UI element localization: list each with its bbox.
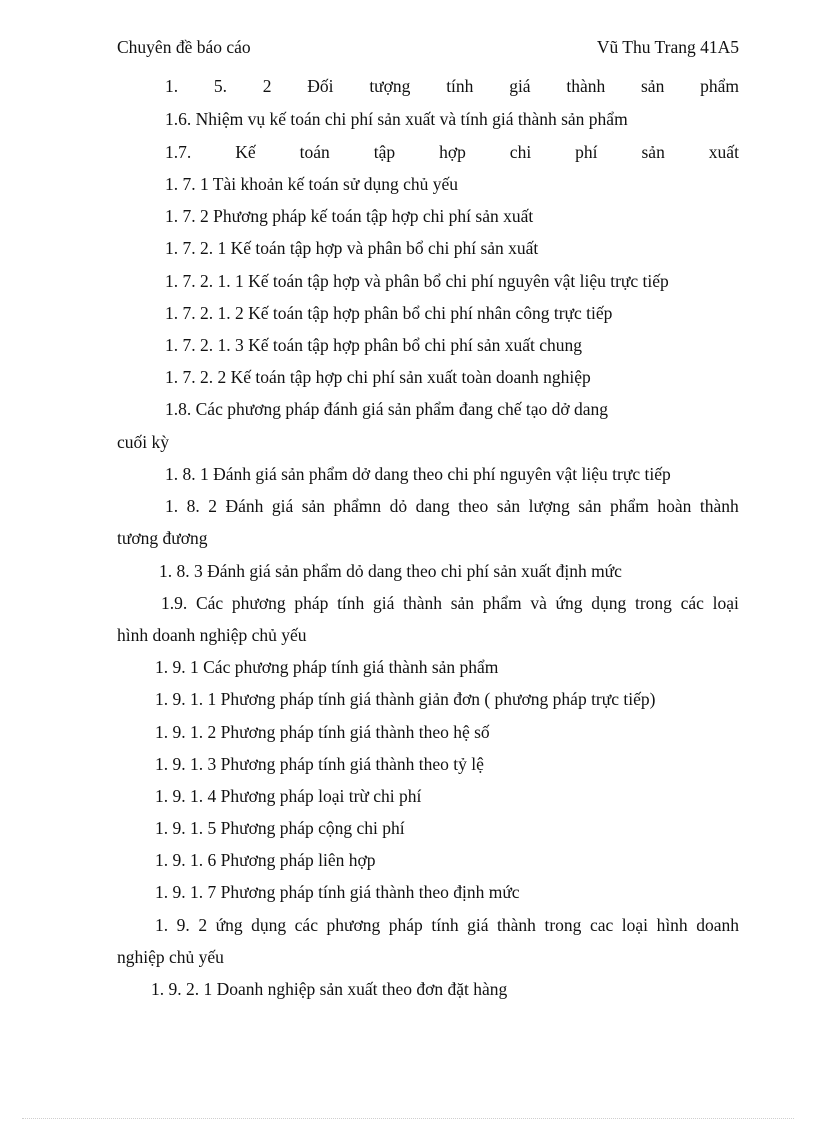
toc-word: giá <box>509 76 531 96</box>
toc-word: phương <box>231 593 286 613</box>
toc-line-1-9-1-3: 1. 9. 1. 3 Phương pháp tính giá thành theo tỷ lệ <box>155 754 484 774</box>
toc-word: 9. <box>176 915 190 935</box>
toc-line-1-9-1-6: 1. 9. 1. 6 Phương pháp liên hợp <box>155 850 376 870</box>
toc-line-1-9 <box>161 592 739 614</box>
toc-line-1-8: 1.8. Các phương pháp đánh giá sản phẩm đang chế tạo dở dang <box>165 399 609 419</box>
toc-word: thành <box>566 76 606 96</box>
toc-word: thành <box>403 593 442 613</box>
toc-word: 1. <box>165 76 179 96</box>
toc-word: trong <box>634 593 672 613</box>
toc-word: giá <box>271 496 294 516</box>
toc-word: giá <box>467 915 489 935</box>
toc-line-1-9-1-7: 1. 9. 1. 7 Phương pháp tính giá thành theo định mức <box>155 882 520 902</box>
toc-word: cac <box>589 915 614 935</box>
toc-word: sản <box>578 496 602 516</box>
page-bottom-divider <box>22 1118 794 1119</box>
toc-word: sản <box>496 496 521 516</box>
toc-word: giá <box>373 593 395 613</box>
toc-word: 1. <box>165 496 179 516</box>
toc-word: phẩmn <box>333 496 382 516</box>
toc-word: và <box>530 593 547 613</box>
toc-line-1-7-2-2: 1. 7. 2. 2 Kế toán tập hợp chi phí sản xuất toàn doanh nghiệp <box>165 367 591 387</box>
toc-line-1-7-2-1-1: 1. 7. 2. 1. 1 Kế toán tập hợp và phân bổ chi phí nguyên vật liệu trực tiếp <box>165 271 669 291</box>
toc-word: phẩm <box>482 593 522 613</box>
toc-word: 1. <box>155 915 169 935</box>
toc-line-1-9-2-cont: nghiệp chủ yếu <box>117 947 224 967</box>
toc-line-1-9-2 <box>155 914 739 936</box>
toc-word: theo <box>458 496 489 516</box>
toc-line-1-9-1-1: 1. 9. 1. 1 Phương pháp tính giá thành giản đơn ( phương pháp trực tiếp) <box>155 689 656 709</box>
toc-word: loại <box>621 915 649 935</box>
toc-word: các <box>680 593 704 613</box>
toc-word: ứng <box>215 915 243 935</box>
toc-word: phẩm <box>610 496 649 516</box>
toc-word: chi <box>509 142 532 162</box>
toc-line-1-6: 1.6. Nhiệm vụ kế toán chi phí sản xuất và tính giá thành sản phẩm <box>165 109 628 129</box>
header-author: Vũ Thu Trang 41A5 <box>596 37 739 57</box>
toc-line-1-7-2-1: 1. 7. 2. 1 Kế toán tập hợp và phân bổ chi phí sản xuất <box>165 238 539 258</box>
toc-word: 2 <box>262 76 272 96</box>
toc-line-1-9-1-5: 1. 9. 1. 5 Phương pháp cộng chi phí <box>155 818 405 838</box>
toc-word: pháp <box>388 915 423 935</box>
toc-word: hợp <box>439 142 466 162</box>
toc-line-1-8-1: 1. 8. 1 Đánh giá sản phẩm dở dang theo chi phí nguyên vật liệu trực tiếp <box>165 464 671 484</box>
toc-line-1-9-1-2: 1. 9. 1. 2 Phương pháp tính giá thành theo hệ số <box>155 722 490 742</box>
toc-word: 8. <box>186 496 200 516</box>
toc-word: tập <box>373 142 396 162</box>
toc-word: tượng <box>369 76 411 96</box>
toc-word: phí <box>575 142 598 162</box>
toc-word: 1.7. <box>165 142 192 162</box>
toc-word: dụng <box>251 915 287 935</box>
toc-word: lượng <box>528 496 570 516</box>
toc-word: Các <box>195 593 224 613</box>
toc-word: phương <box>326 915 381 935</box>
toc-word: các <box>294 915 318 935</box>
toc-line-1-8-3: 1. 8. 3 Đánh giá sản phẩm dỏ dang theo chi phí sản xuất định mức <box>159 561 622 581</box>
toc-word: pháp <box>294 593 329 613</box>
toc-word: Kế <box>235 142 256 162</box>
toc-line-1-9-2-1: 1. 9. 2. 1 Doanh nghiệp sản xuất theo đơn đặt hàng <box>151 979 508 999</box>
toc-word: toán <box>299 142 330 162</box>
toc-word: trong <box>544 915 582 935</box>
toc-line-1-8-2-cont: tương đương <box>117 528 208 548</box>
header-document-type: Chuyên đề báo cáo <box>117 37 251 57</box>
toc-word: sản <box>450 593 475 613</box>
toc-word: loại <box>712 593 739 613</box>
toc-line-1-8-cont: cuối kỳ <box>117 432 170 452</box>
toc-word: dỏ <box>389 496 408 516</box>
toc-word: 2 <box>208 496 217 516</box>
toc-word: 1.9. <box>161 593 188 613</box>
toc-word: thành <box>699 496 739 516</box>
toc-word: sản <box>641 142 665 162</box>
toc-line-1-7-2: 1. 7. 2 Phương pháp kế toán tập hợp chi phí sản xuất <box>165 206 534 226</box>
toc-word: Đối <box>307 76 334 96</box>
page-header <box>117 37 739 61</box>
toc-line-1-9-cont: hình doanh nghiệp chủ yếu <box>117 625 307 645</box>
toc-word: hình <box>656 915 688 935</box>
toc-word: dang <box>415 496 450 516</box>
toc-line-1-9-1: 1. 9. 1 Các phương pháp tính giá thành sản phẩm <box>155 657 499 677</box>
toc-word: tính <box>446 76 474 96</box>
toc-line-1-7-1: 1. 7. 1 Tài khoản kế toán sử dụng chủ yếu <box>165 174 458 194</box>
toc-word: tính <box>337 593 365 613</box>
toc-word: tính <box>431 915 459 935</box>
toc-word: hoàn <box>657 496 692 516</box>
toc-line-1-7-2-1-3: 1. 7. 2. 1. 3 Kế toán tập hợp phân bổ chi phí sản xuất chung <box>165 335 583 355</box>
toc-word: xuất <box>708 142 739 162</box>
toc-word: sản <box>301 496 326 516</box>
toc-line-1-7 <box>165 141 739 163</box>
toc-word: phẩm <box>700 76 739 96</box>
toc-word: doanh <box>696 915 739 935</box>
toc-word: dụng <box>591 593 627 613</box>
toc-word: sản <box>641 76 665 96</box>
toc-word: 5. <box>213 76 228 96</box>
toc-line-1-9-1-4: 1. 9. 1. 4 Phương pháp loại trừ chi phí <box>155 786 422 806</box>
toc-word: thành <box>497 915 536 935</box>
toc-word: Đánh <box>225 496 264 516</box>
toc-word: 2 <box>198 915 208 935</box>
toc-line-1-7-2-1-2: 1. 7. 2. 1. 2 Kế toán tập hợp phân bổ chi phí nhân công trực tiếp <box>165 303 613 323</box>
toc-line-1-8-2 <box>165 495 739 517</box>
toc-line-1-5-2 <box>165 75 739 97</box>
toc-word: ứng <box>555 593 583 613</box>
